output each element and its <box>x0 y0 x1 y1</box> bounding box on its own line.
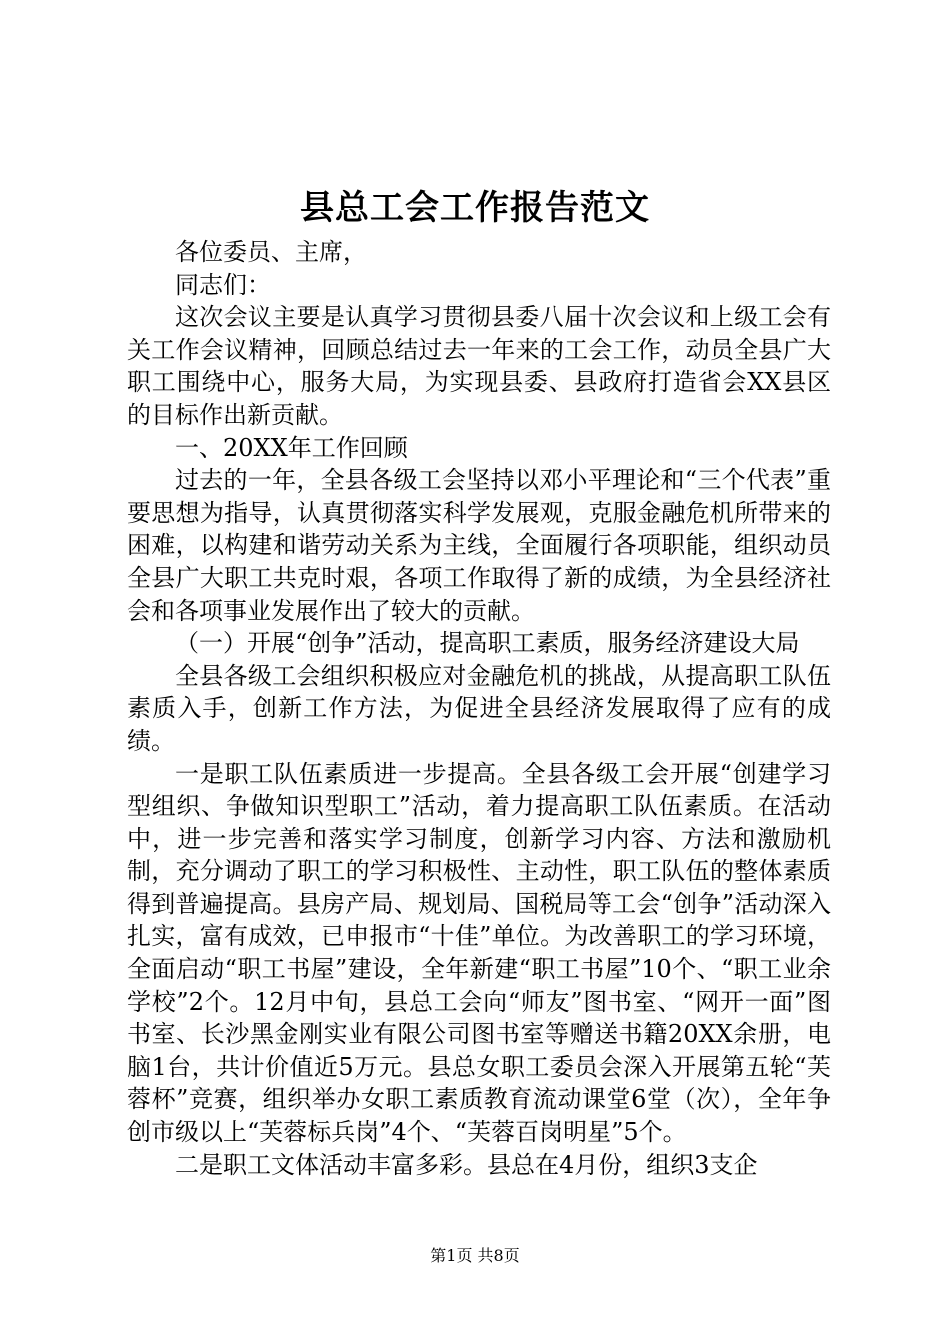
paragraph-salutation-2: 同志们： <box>175 270 271 299</box>
paragraph-subsection-1-intro: 全县各级工会组织积极应对金融危机的挑战，从提高职工队伍素质入手，创新工作方法，为促进全县经济发展取得了应有的成绩。 <box>127 661 831 755</box>
section-heading-review: 一、20XX年工作回顾 <box>175 433 408 462</box>
document-body <box>127 236 831 1181</box>
paragraph-point-1: 一是职工队伍素质进一步提高。全县各级工会开展“创建学习型组织、争做知识型职工”活动，着力提高职工队伍素质。在活动中，进一步完善和落实学习制度，创新学习内容、方法和激励机制，充分调动了职工的学习积极性、主动性，职工队伍的整体素质得到普遍提高。县房产局、规划局、国税局等工会“创争”活动深入扎实，富有成效，已申报市“十佳”单位。为改善职工的学习环境，全面启动“职工书屋”建设，全年新建“职工书屋”10个、“职工业余学校”2个。12月中旬，县总工会向“师友”图书室、“网开一面”图书室、长沙黑金刚实业有限公司图书室等赠送书籍20XX余册，电脑1台，共计价值近5万元。县总女职工委员会深入开展第五轮“芙蓉杯”竞赛，组织举办女职工素质教育流动课堂6堂（次），全年争创市级以上“芙蓉标兵岗”4个、“芙蓉百岗明星”5个。 <box>127 759 831 1147</box>
paragraph-salutation-1: 各位委员、主席， <box>175 238 367 266</box>
paragraph-point-2: 二是职工文体活动丰富多彩。县总在4月份，组织3支企 <box>175 1150 758 1179</box>
paragraph-review-summary: 过去的一年，全县各级工会坚持以邓小平理论和“三个代表”重要思想为指导，认真贯彻落实科学发展观，克服金融危机所带来的困难，以构建和谐劳动关系为主线，全面履行各项职能，组织动员全县广大职工共克时艰，各项工作取得了新的成绩，为全县经济社会和各项事业发展作出了较大的贡献。 <box>127 466 831 625</box>
page-number-footer: 第1页 共8页 <box>430 1246 520 1265</box>
subsection-heading-1: （一）开展“创争”活动，提高职工素质，服务经济建设大局 <box>175 629 800 658</box>
document-title: 县总工会工作报告范文 <box>300 188 650 228</box>
paragraph-intro: 这次会议主要是认真学习贯彻县委八届十次会议和上级工会有关工作会议精神，回顾总结过去一年来的工会工作，动员全县广大职工围绕中心，服务大局，为实现县委、县政府打造省会XX县区的目标作出新贡献。 <box>127 303 831 429</box>
